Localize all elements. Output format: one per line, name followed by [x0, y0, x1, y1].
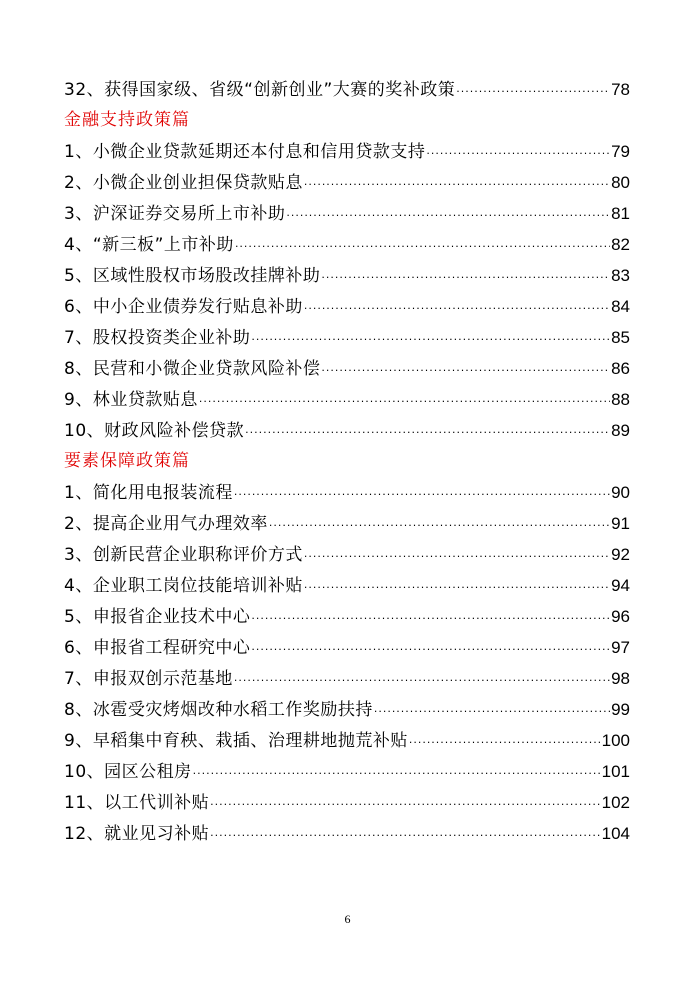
toc-leader-dots: [374, 696, 610, 727]
toc-entry[interactable]: [64, 74, 630, 105]
toc-entry-page: 79: [611, 142, 630, 161]
toc-entry[interactable]: [64, 167, 630, 198]
toc-leader-dots: [304, 169, 610, 200]
toc-leader-dots: [251, 634, 610, 665]
toc-entry[interactable]: [64, 508, 630, 539]
toc-entry-title: 6、申报省工程研究中心: [64, 638, 251, 658]
toc-entry-page: 100: [601, 731, 630, 750]
toc-entry-page: 99: [611, 700, 630, 719]
toc-entry-title: 1、小微企业贷款延期还本付息和信用贷款支持: [64, 142, 426, 162]
toc-leader-dots: [426, 138, 610, 169]
toc-entry-page: 85: [611, 328, 630, 347]
toc-entry-title: 3、创新民营企业职称评价方式: [64, 545, 303, 565]
toc-leader-dots: [210, 789, 600, 820]
toc-entry-page: 104: [601, 824, 630, 843]
toc-entry-title: 1、简化用电报装流程: [64, 483, 233, 503]
toc-entry[interactable]: [64, 601, 630, 632]
toc-entry-title: 11、以工代训补贴: [64, 793, 210, 813]
toc-entry[interactable]: [64, 291, 630, 322]
toc-entry-page: 90: [611, 483, 630, 502]
toc-entry[interactable]: [64, 415, 630, 446]
toc-leader-dots: [321, 262, 610, 293]
section-heading: 金融支持政策篇: [64, 110, 190, 130]
toc-entry-title: 6、中小企业债券发行贴息补助: [64, 297, 303, 317]
toc-entry[interactable]: [64, 663, 630, 694]
toc-entry-title: 4、企业职工岗位技能培训补贴: [64, 576, 303, 596]
toc-entry-page: 86: [611, 359, 630, 378]
toc-entry[interactable]: [64, 353, 630, 384]
toc-entry[interactable]: [64, 136, 630, 167]
toc-entry[interactable]: [64, 477, 630, 508]
toc-sections: [64, 105, 630, 849]
toc-entry[interactable]: [64, 787, 630, 818]
toc-leader-dots: [193, 758, 601, 789]
toc-entry-page: 101: [601, 762, 630, 781]
toc-entry[interactable]: [64, 756, 630, 787]
toc-entry[interactable]: [64, 198, 630, 229]
page-number: 6: [344, 912, 351, 926]
toc-entry[interactable]: [64, 694, 630, 725]
toc-entry-page: 89: [611, 421, 630, 440]
section-heading: 要素保障政策篇: [64, 451, 190, 471]
toc-entry-title: 10、园区公租房: [64, 762, 192, 782]
toc-leader-dots: [245, 417, 610, 448]
toc-entry-page: 78: [611, 80, 630, 99]
toc-leader-dots: [304, 541, 610, 572]
toc-leader-dots: [234, 665, 610, 696]
toc-entry-page: 84: [611, 297, 630, 316]
toc-entry-title: 8、民营和小微企业贷款风险补偿: [64, 359, 321, 379]
toc-entry[interactable]: [64, 260, 630, 291]
toc-entry-title: 9、林业贷款贴息: [64, 390, 198, 410]
toc-entry-page: 98: [611, 669, 630, 688]
toc-entry-page: 88: [611, 390, 630, 409]
toc-entry-page: 83: [611, 266, 630, 285]
toc-leader-dots: [304, 293, 610, 324]
toc-entry-title: 7、股权投资类企业补助: [64, 328, 251, 348]
toc-leader-dots: [199, 386, 610, 417]
toc-entry-title: 2、提高企业用气办理效率: [64, 514, 268, 534]
toc-leader-dots: [321, 355, 610, 386]
toc-entry-page: 91: [611, 514, 630, 533]
toc-leader-dots: [409, 727, 601, 758]
toc-leader-dots: [251, 324, 610, 355]
toc-entry[interactable]: [64, 539, 630, 570]
toc-entry-page: 97: [611, 638, 630, 657]
toc-entry-title: 8、冰雹受灾烤烟改种水稻工作奖励扶持: [64, 700, 373, 720]
toc-entry[interactable]: [64, 570, 630, 601]
toc-entry-page: 102: [601, 793, 630, 812]
toc-entry-title: 4、“新三板”上市补助: [64, 235, 234, 255]
toc-entry-title: 5、申报省企业技术中心: [64, 607, 251, 627]
toc-leader-dots: [304, 572, 610, 603]
toc-entry-page: 82: [611, 235, 630, 254]
toc-entry-title: 10、财政风险补偿贷款: [64, 421, 245, 441]
toc-leader-dots: [456, 76, 610, 107]
toc-entry-title: 7、申报双创示范基地: [64, 669, 233, 689]
toc-leader-dots: [286, 200, 610, 231]
toc-leader-dots: [235, 231, 610, 262]
toc-entry-page: 81: [611, 204, 630, 223]
toc-entry[interactable]: [64, 229, 630, 260]
toc-entry-title: 32、获得国家级、省级“创新创业”大赛的奖补政策: [64, 80, 456, 100]
toc-leader-dots: [234, 479, 610, 510]
toc-entry[interactable]: [64, 322, 630, 353]
toc-entry[interactable]: [64, 632, 630, 663]
table-of-contents: [64, 74, 630, 849]
toc-entry-title: 5、区域性股权市场股改挂牌补助: [64, 266, 321, 286]
toc-entry[interactable]: [64, 725, 630, 756]
toc-entry-page: 96: [611, 607, 630, 626]
toc-entry-title: 12、就业见习补贴: [64, 824, 210, 844]
toc-leader-dots: [210, 820, 600, 851]
toc-entry-page: 94: [611, 576, 630, 595]
toc-entry[interactable]: [64, 384, 630, 415]
toc-leader-dots: [269, 510, 610, 541]
toc-leader-dots: [251, 603, 610, 634]
toc-entry-title: 9、早稻集中育秧、栽插、治理耕地抛荒补贴: [64, 731, 408, 751]
toc-entry-page: 80: [611, 173, 630, 192]
toc-entry-title: 3、沪深证券交易所上市补助: [64, 204, 286, 224]
toc-entry-title: 2、小微企业创业担保贷款贴息: [64, 173, 303, 193]
toc-entry[interactable]: [64, 818, 630, 849]
toc-entry-page: 92: [611, 545, 630, 564]
